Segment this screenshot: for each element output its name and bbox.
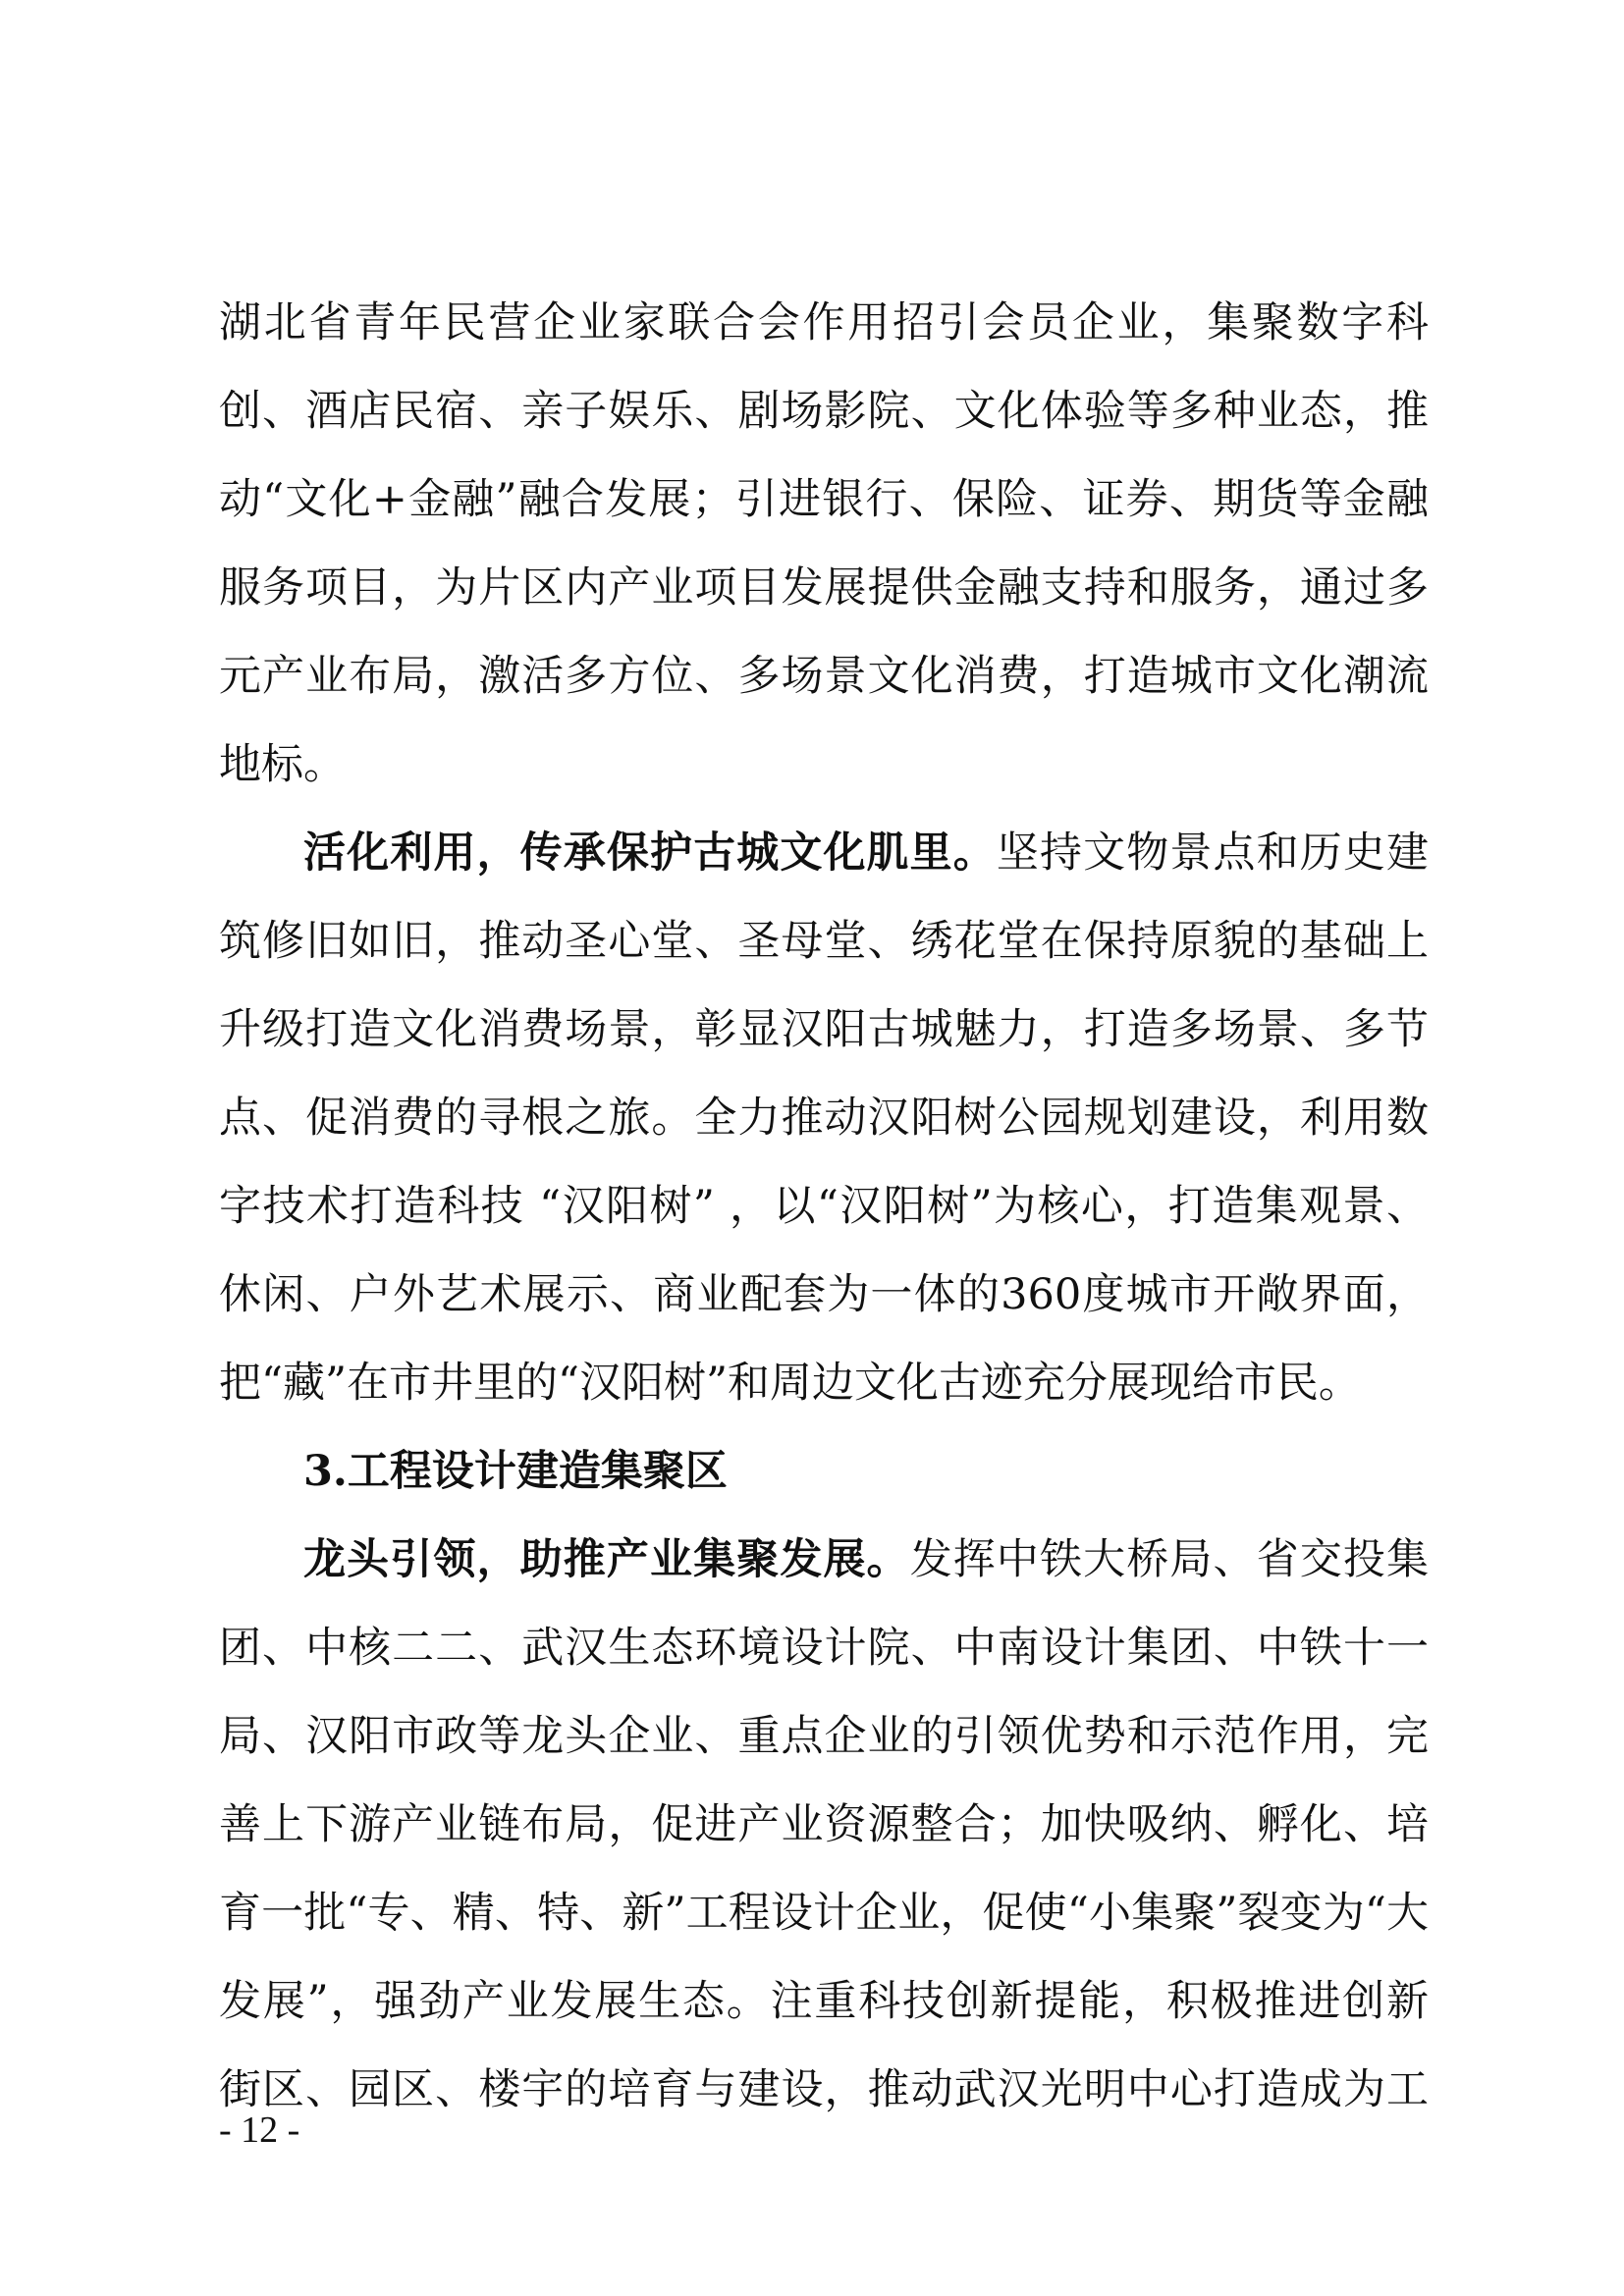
paragraph-line: 育一批“专、精、特、新”工程设计企业，促使“小集聚”裂变为“大	[219, 1889, 1429, 1938]
paragraph-line: 地标。	[219, 740, 346, 789]
paragraph-bold-lead: 活化利用，传承保护古城文化肌里。	[303, 828, 997, 878]
paragraph-line: 局、汉阳市政等龙头企业、重点企业的引领优势和示范作用，完	[219, 1712, 1429, 1761]
paragraph-line: 团、中核二二、武汉生态环境设计院、中南设计集团、中铁十一	[219, 1624, 1429, 1673]
paragraph-bold-lead: 龙头引领，助推产业集聚发展。	[303, 1535, 910, 1584]
paragraph-first-line	[303, 809, 1429, 897]
paragraph-first-line-text: 坚持文物景点和历史建	[996, 828, 1430, 878]
paragraph-line: 升级打造文化消费场景，彰显汉阳古城魅力，打造多场景、多节	[219, 1005, 1429, 1054]
paragraph-line: 把“藏”在市井里的“汉阳树”和周边文化古迹充分展现给市民。	[219, 1359, 1361, 1408]
paragraph-line: 元产业布局，激活多方位、多场景文化消费，打造城市文化潮流	[219, 652, 1429, 701]
paragraph-line: 动“文化+金融”融合发展；引进银行、保险、证券、期货等金融	[219, 475, 1429, 524]
paragraph-first-line	[303, 1516, 1429, 1604]
paragraph-line: 服务项目，为片区内产业项目发展提供金融支持和服务，通过多	[219, 563, 1429, 613]
section-heading: 3.工程设计建造集聚区	[303, 1447, 728, 1496]
paragraph-line: 点、促消费的寻根之旅。全力推动汉阳树公园规划建设，利用数	[219, 1094, 1429, 1143]
paragraph-first-line-text: 发挥中铁大桥局、省交投集	[909, 1535, 1430, 1584]
paragraph-line: 创、酒店民宿、亲子娱乐、剧场影院、文化体验等多种业态，推	[219, 387, 1429, 436]
paragraph-line: 筑修旧如旧，推动圣心堂、圣母堂、绣花堂在保持原貌的基础上	[219, 917, 1429, 966]
page-number: - 12 -	[219, 2109, 300, 2151]
paragraph-line: 字技术打造科技 “汉阳树” ，以“汉阳树”为核心，打造集观景、	[219, 1182, 1429, 1231]
paragraph-line: 街区、园区、楼宇的培育与建设，推动武汉光明中心打造成为工	[219, 2065, 1429, 2114]
paragraph-line: 善上下游产业链布局，促进产业资源整合；加快吸纳、孵化、培	[219, 1800, 1429, 1849]
paragraph-line: 湖北省青年民营企业家联合会作用招引会员企业，集聚数字科	[219, 298, 1429, 347]
paragraph-line: 休闲、户外艺术展示、商业配套为一体的360度城市开敞界面，	[219, 1270, 1429, 1319]
paragraph-line: 发展”，强劲产业发展生态。注重科技创新提能，积极推进创新	[219, 1977, 1429, 2026]
